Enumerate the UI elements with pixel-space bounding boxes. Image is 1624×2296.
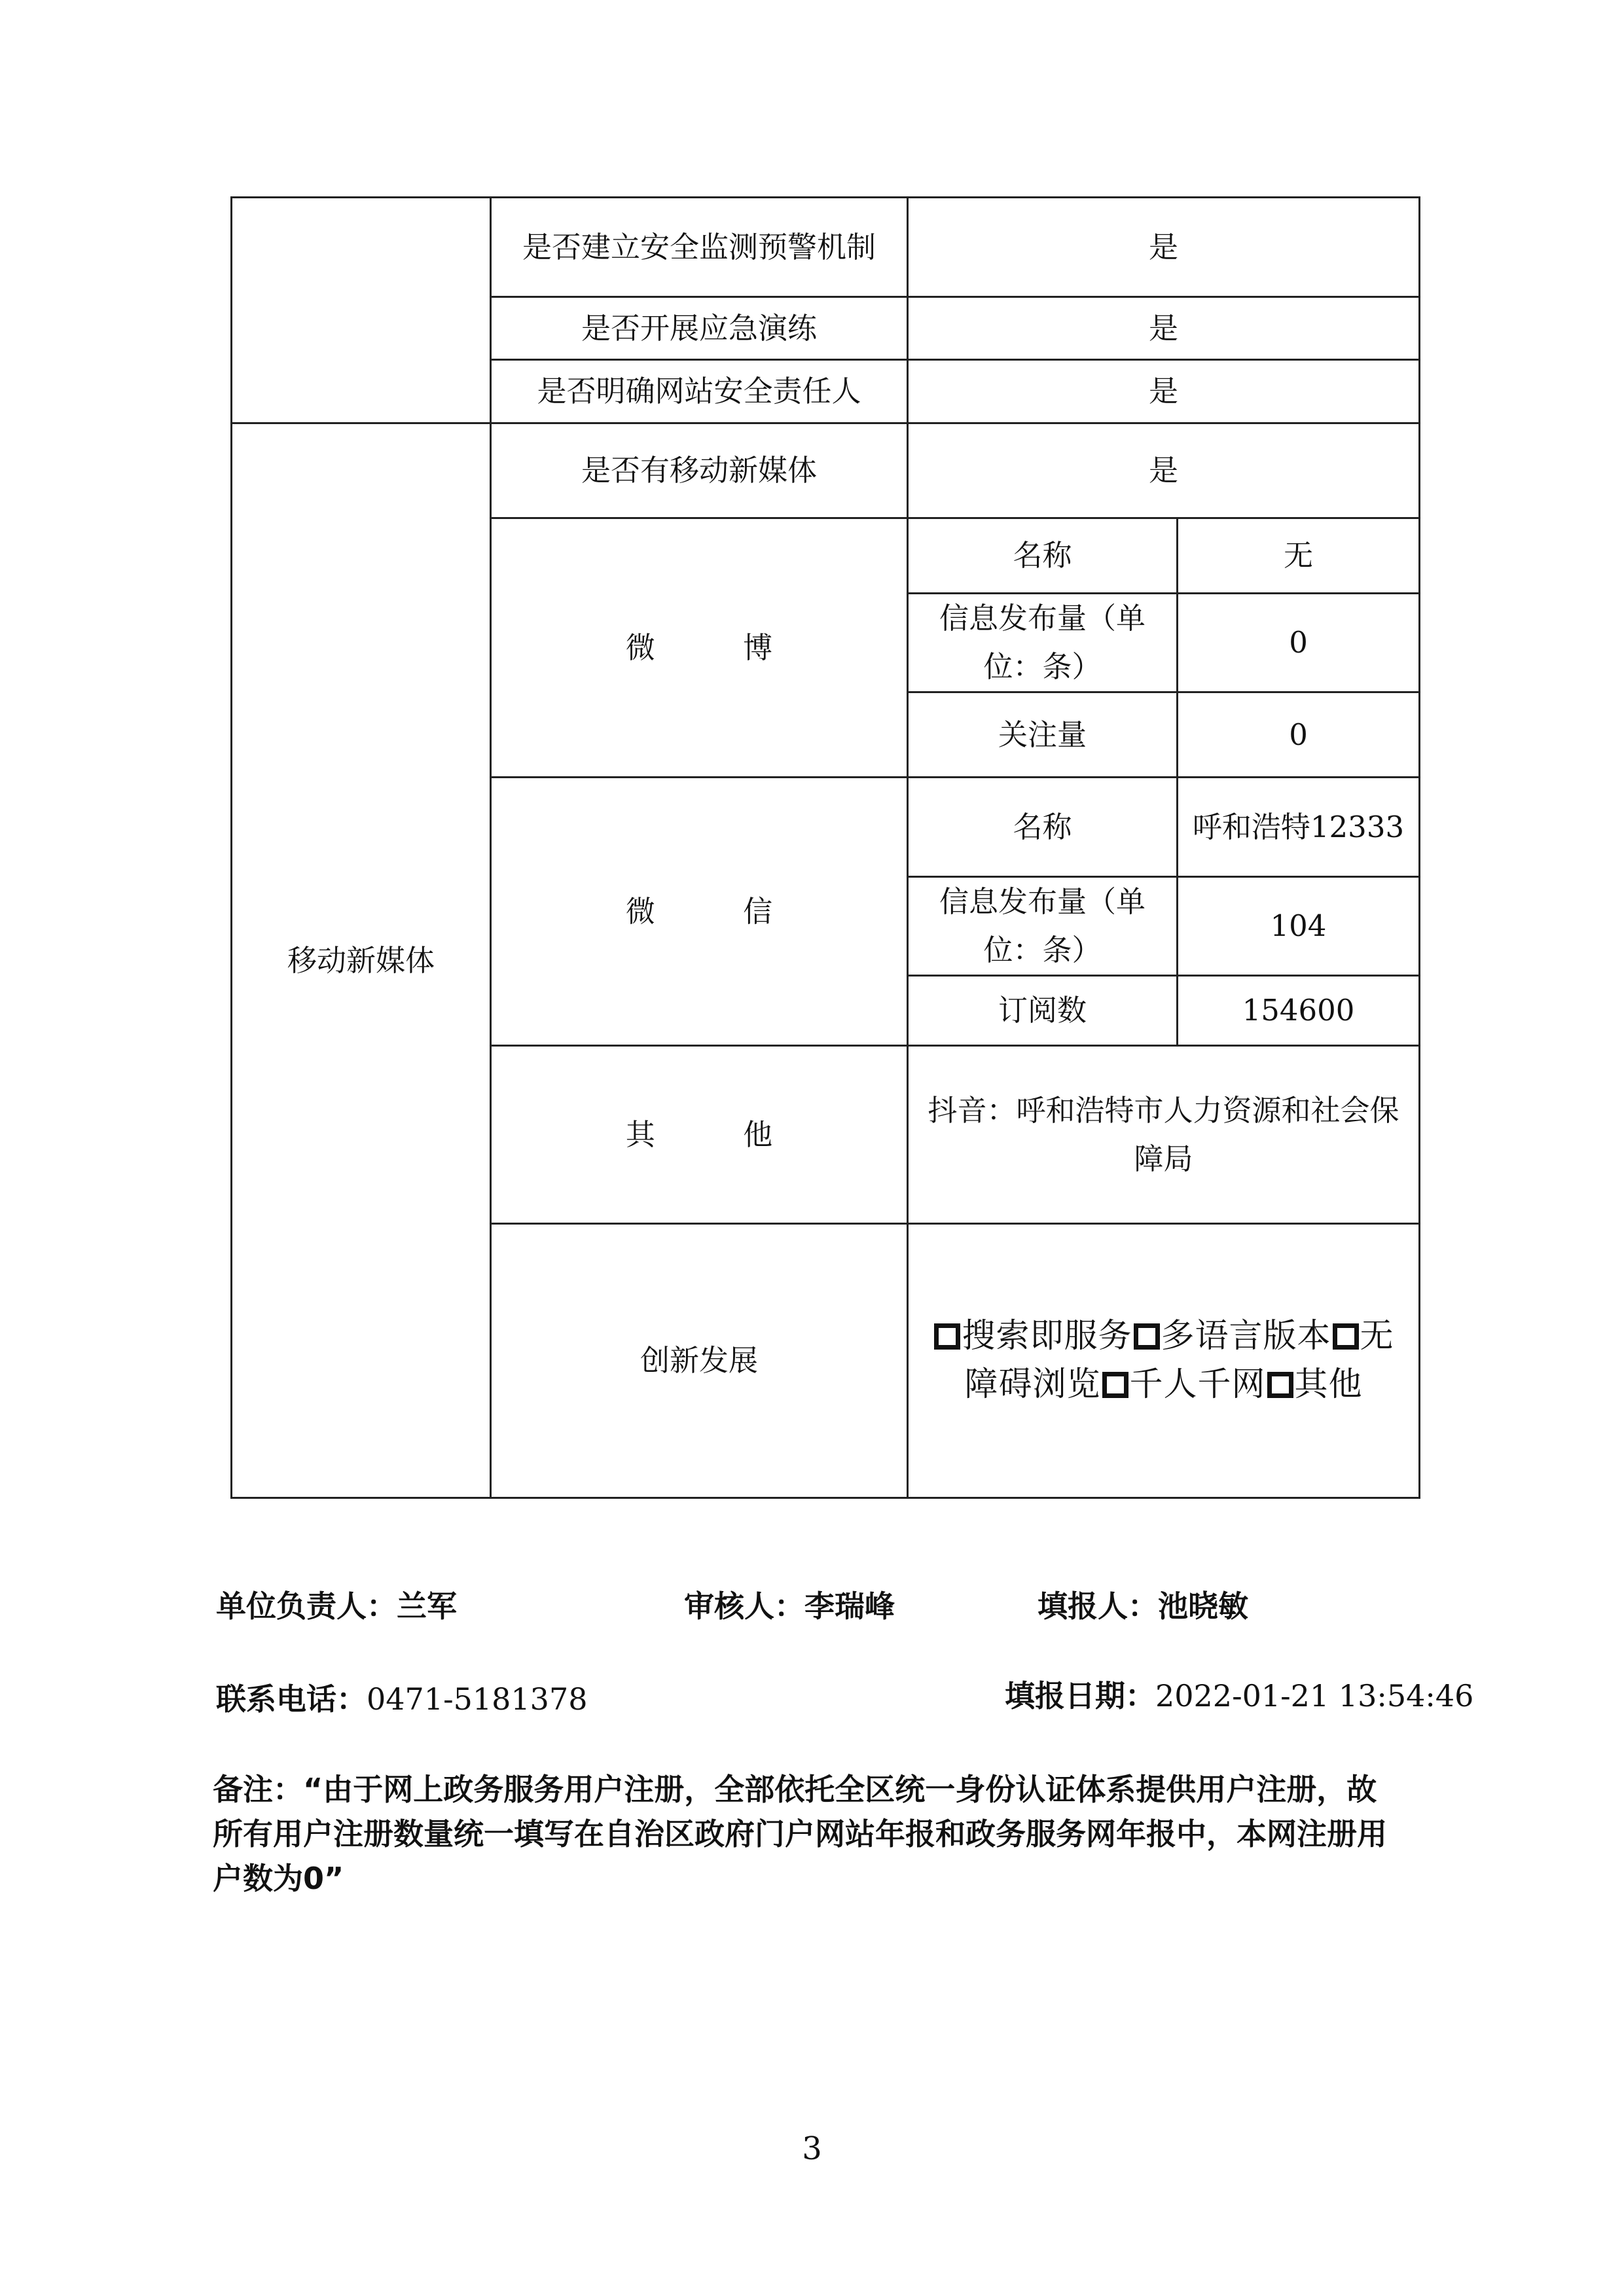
responsible-label: 是否明确网站安全责任人 [491, 360, 908, 423]
weibo-posts-label: 信息发布量（单位：条） [908, 594, 1178, 692]
remark-note: 备注：“由于网上政务服务用户注册，全部依托全区统一身份认证体系提供用户注册，故所有用户注册数量统一填写在自治区政府门户网站年报和政务服务网年报中，本网注册用户数为0” [213, 1772, 1387, 1896]
weibo-name-label: 名称 [908, 518, 1178, 594]
weibo-followers-label: 关注量 [908, 692, 1178, 778]
checkbox-icon[interactable] [1267, 1372, 1293, 1398]
table-row [232, 198, 1420, 297]
wechat-label: 微 信 [491, 778, 908, 1046]
contact-phone [216, 1676, 587, 1719]
reviewer [684, 1583, 895, 1626]
innovation-option: 无障碍浏览 [964, 1317, 1394, 1404]
security-section-cell [232, 198, 491, 423]
responsible-value: 是 [908, 360, 1420, 423]
checkbox-icon[interactable] [1102, 1372, 1128, 1398]
report-table [230, 196, 1420, 1499]
monitoring-label: 是否建立安全监测预警机制 [491, 198, 908, 297]
wechat-name-value: 呼和浩特12333 [1178, 778, 1420, 877]
mobile-section-label: 移动新媒体 [232, 423, 491, 1498]
innovation-option: 多语言版本 [1161, 1317, 1331, 1355]
unit-head [216, 1583, 457, 1626]
has-mobile-label: 是否有移动新媒体 [491, 423, 908, 518]
innovation-option: 其他 [1294, 1365, 1363, 1404]
filler-label: 填报人： [1038, 1588, 1158, 1624]
checkbox-icon[interactable] [1333, 1323, 1359, 1350]
other-value: 抖音：呼和浩特市人力资源和社会保障局 [908, 1046, 1420, 1224]
phone-label: 联系电话： [216, 1681, 367, 1717]
wechat-posts-value: 104 [1178, 877, 1420, 976]
reviewer-label: 审核人： [684, 1588, 804, 1624]
unit-head-name: 兰军 [397, 1588, 457, 1624]
unit-head-label: 单位负责人： [216, 1588, 397, 1624]
other-label: 其 他 [491, 1046, 908, 1224]
weibo-followers-value: 0 [1178, 692, 1420, 778]
wechat-posts-label: 信息发布量（单位：条） [908, 877, 1178, 976]
drill-value: 是 [908, 297, 1420, 360]
innovation-label: 创新发展 [491, 1224, 908, 1498]
weibo-name-value: 无 [1178, 518, 1420, 594]
weibo-posts-value: 0 [1178, 594, 1420, 692]
has-mobile-value: 是 [908, 423, 1420, 518]
filler [1038, 1583, 1248, 1626]
phone-value: 0471-5181378 [367, 1681, 588, 1717]
drill-label: 是否开展应急演练 [491, 297, 908, 360]
date-label: 填报日期： [1005, 1678, 1155, 1713]
page-number: 3 [802, 2130, 822, 2167]
date-value: 2022-01-21 13:54:46 [1155, 1678, 1474, 1713]
wechat-name-label: 名称 [908, 778, 1178, 877]
checkbox-icon[interactable] [1134, 1323, 1160, 1350]
fill-date [1005, 1672, 1473, 1715]
innovation-option: 千人千网 [1129, 1365, 1266, 1404]
weibo-label: 微 博 [491, 518, 908, 778]
wechat-subscribers-value: 154600 [1178, 976, 1420, 1046]
wechat-subscribers-label: 订阅数 [908, 976, 1178, 1046]
filler-name: 池晓敏 [1158, 1588, 1248, 1624]
monitoring-value: 是 [908, 198, 1420, 297]
table-row [232, 423, 1420, 518]
reviewer-name: 李瑞峰 [804, 1588, 895, 1624]
innovation-options [908, 1224, 1420, 1498]
innovation-option: 搜索即服务 [962, 1317, 1132, 1355]
checkbox-icon[interactable] [934, 1323, 960, 1350]
